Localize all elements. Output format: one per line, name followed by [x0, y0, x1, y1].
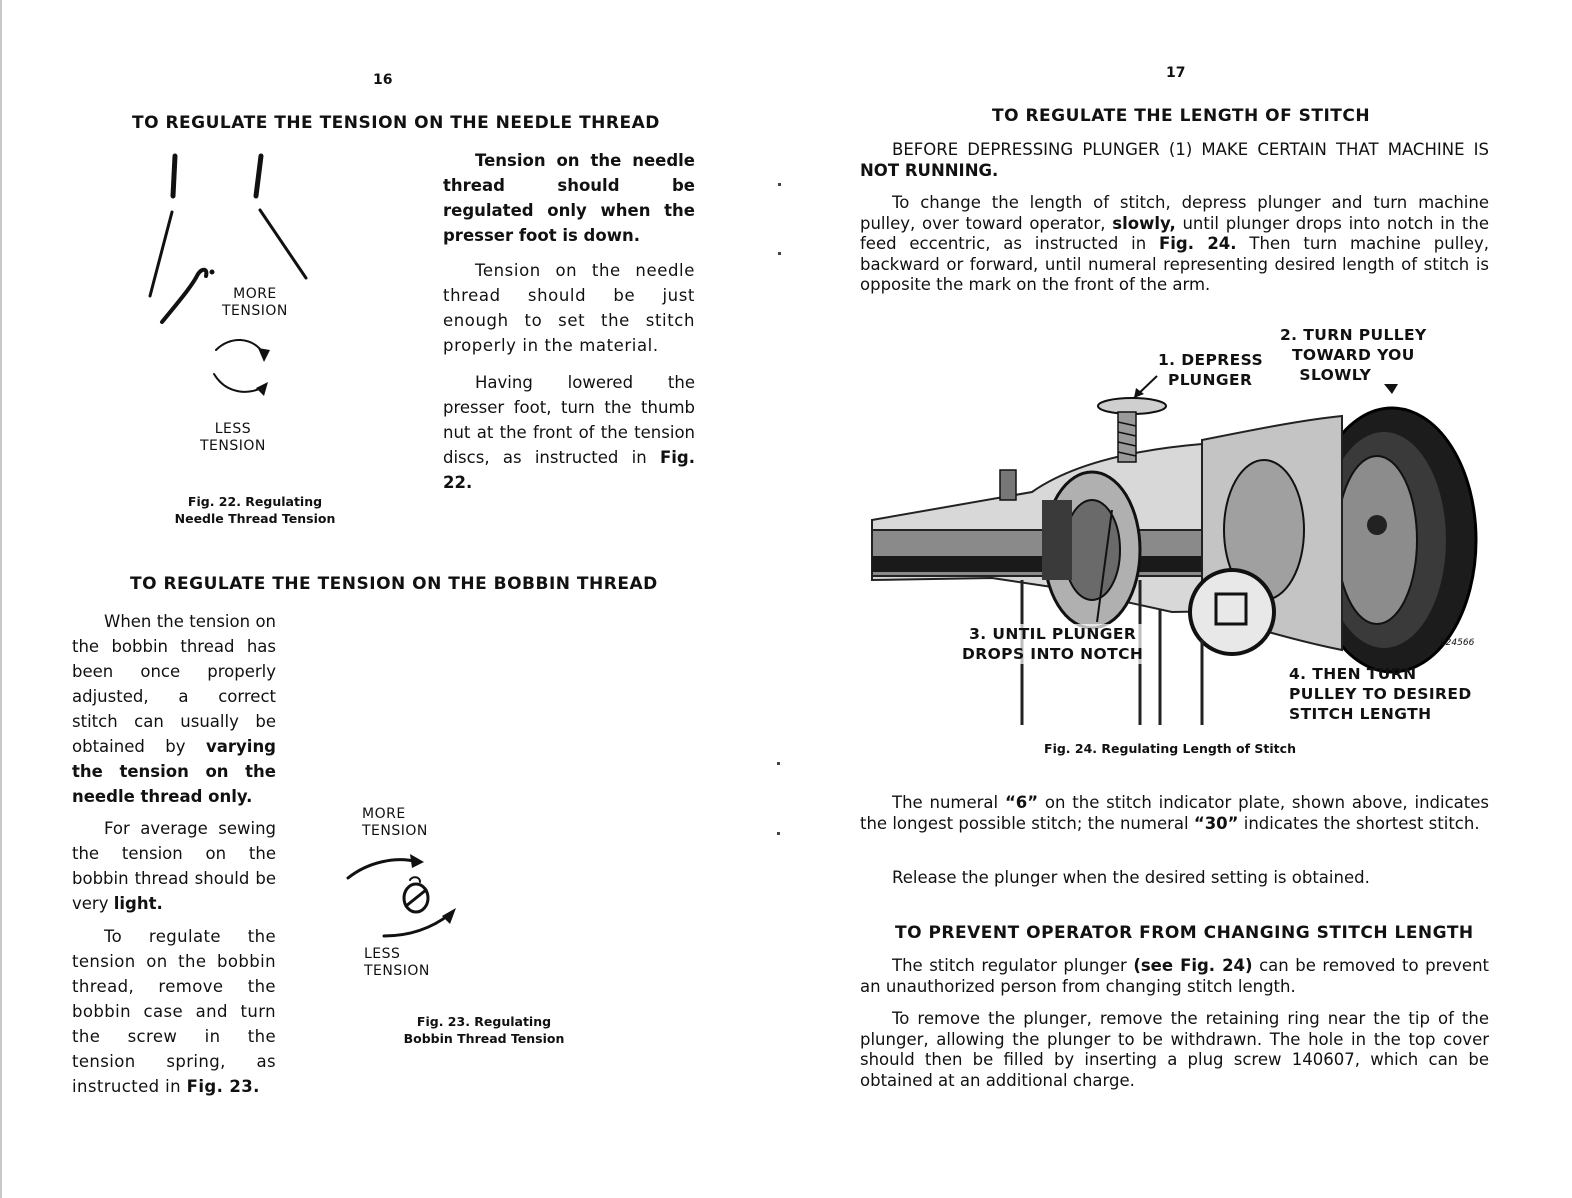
needle-para-3: Having lowered the presser foot, turn the thumb nut at the front of the tension discs, as instructed in Fig. 22. [443, 373, 695, 492]
gutter-mark [777, 762, 780, 765]
stitch-length-heading: TO REGULATE THE LENGTH OF STITCH [992, 106, 1371, 126]
bobbin-para-3: To regulate the tension on the bobbin thread, remove the bobbin case and turn the screw in the tension spring, as instructed in Fig. 23. [72, 927, 276, 1096]
prevent-paragraph-2: To remove the plunger, remove the retaining ring near the tip of the plunger, allowing the plunger to be withdrawn. The hole in the top cover should then be filled by inserting a plug screw 140607, which can be obtained at an additional charge. [860, 1009, 1489, 1090]
warning-paragraph: BEFORE DEPRESSING PLUNGER (1) MAKE CERTAIN THAT MACHINE IS NOT RUNNING. [860, 140, 1489, 180]
fig24-callout-then-turn: 4. THEN TURN PULLEY TO DESIRED STITCH LENGTH [1289, 665, 1472, 723]
prevent-paragraph-1: The stitch regulator plunger (see Fig. 24) can be removed to prevent an unauthorized person from changing stitch length. [860, 956, 1489, 996]
fig22-thread-right-upper [256, 156, 261, 196]
fig22-thread-hook [162, 270, 206, 322]
fig24-callout-depress: 1. DEPRESS PLUNGER [1158, 351, 1264, 389]
fig24-callout-plunger-drops: 3. UNTIL PLUNGER DROPS INTO NOTCH [962, 625, 1144, 663]
gutter-mark [778, 183, 781, 186]
fig24-callout-turn-pulley: 2. TURN PULLEY TOWARD YOU SLOWLY [1280, 326, 1427, 384]
page-number-17: 17 [1166, 65, 1186, 81]
bobbin-para-1: When the tension on the bobbin thread has been once properly adjusted, a correct stitch can usually be obtained by varying the tension on the needle thread only. [72, 612, 276, 806]
fig24-caption: Fig. 24. Regulating Length of Stitch [1044, 741, 1296, 756]
fig22-thread-left-upper [173, 156, 175, 196]
fig24-photo-code: E24566 [1440, 638, 1475, 648]
fig22-arrow-more [216, 340, 264, 354]
fig23-reference: Fig. 23. [186, 1077, 260, 1096]
page-edge [0, 0, 2, 1198]
fig22-thread-left-lower [150, 212, 172, 296]
fig23-more-tension-label: MORE TENSION [362, 806, 428, 839]
fig22-less-tension-label: LESS TENSION [200, 421, 266, 454]
bobbin-para-2: For average sewing the tension on the bobbin thread should be very light. [72, 819, 276, 913]
fig22-caption: Fig. 22. Regulating Needle Thread Tension [174, 494, 336, 526]
fig23-arrow-more [348, 860, 418, 878]
stitch-instructions: To change the length of stitch, depress plunger and turn machine pulley, over toward operator, slowly, until plunger drops into notch in the feed eccentric, as instructed in Fig. 24. Then turn machine pulley, backward or forward, until numeral representing desired length of stitch is opposite the mark on the front of the arm. [860, 193, 1490, 294]
fig23-less-tension-label: LESS TENSION [364, 946, 430, 979]
needle-para-2: Tension on the needle thread should be just enough to set the stitch properly in the material. [443, 261, 695, 355]
fig23-caption: Fig. 23. Regulating Bobbin Thread Tension [403, 1014, 565, 1046]
fig24-reference: Fig. 24. [1159, 234, 1237, 253]
fig23-arrow-less [384, 914, 450, 936]
page-number-16: 16 [373, 72, 393, 88]
figure-22-diagram [140, 150, 320, 410]
fig22-arrow-less [214, 374, 264, 392]
fig22-thread-right-lower [260, 210, 306, 278]
prevent-changing-heading: TO PREVENT OPERATOR FROM CHANGING STITCH LENGTH [895, 923, 1474, 943]
bobbin-tension-heading: TO REGULATE THE TENSION ON THE BOBBIN THREAD [130, 574, 658, 594]
needle-tension-heading: TO REGULATE THE TENSION ON THE NEEDLE THREAD [132, 113, 660, 133]
figure-23-diagram [340, 848, 470, 948]
gutter-mark [778, 252, 781, 255]
needle-para-1: Tension on the needle thread should be regulated only when the presser foot is down. [443, 151, 695, 245]
numeral-paragraph: The numeral “6” on the stitch indicator plate, shown above, indicates the longest possible stitch; the numeral “30” indicates the shortest stitch. [860, 793, 1489, 833]
fig22-reference: Fig. 22. [443, 448, 695, 492]
release-plunger-paragraph: Release the plunger when the desired setting is obtained. [892, 868, 1370, 887]
gutter-mark [777, 832, 780, 835]
fig22-more-tension-label: MORE TENSION [222, 286, 288, 319]
